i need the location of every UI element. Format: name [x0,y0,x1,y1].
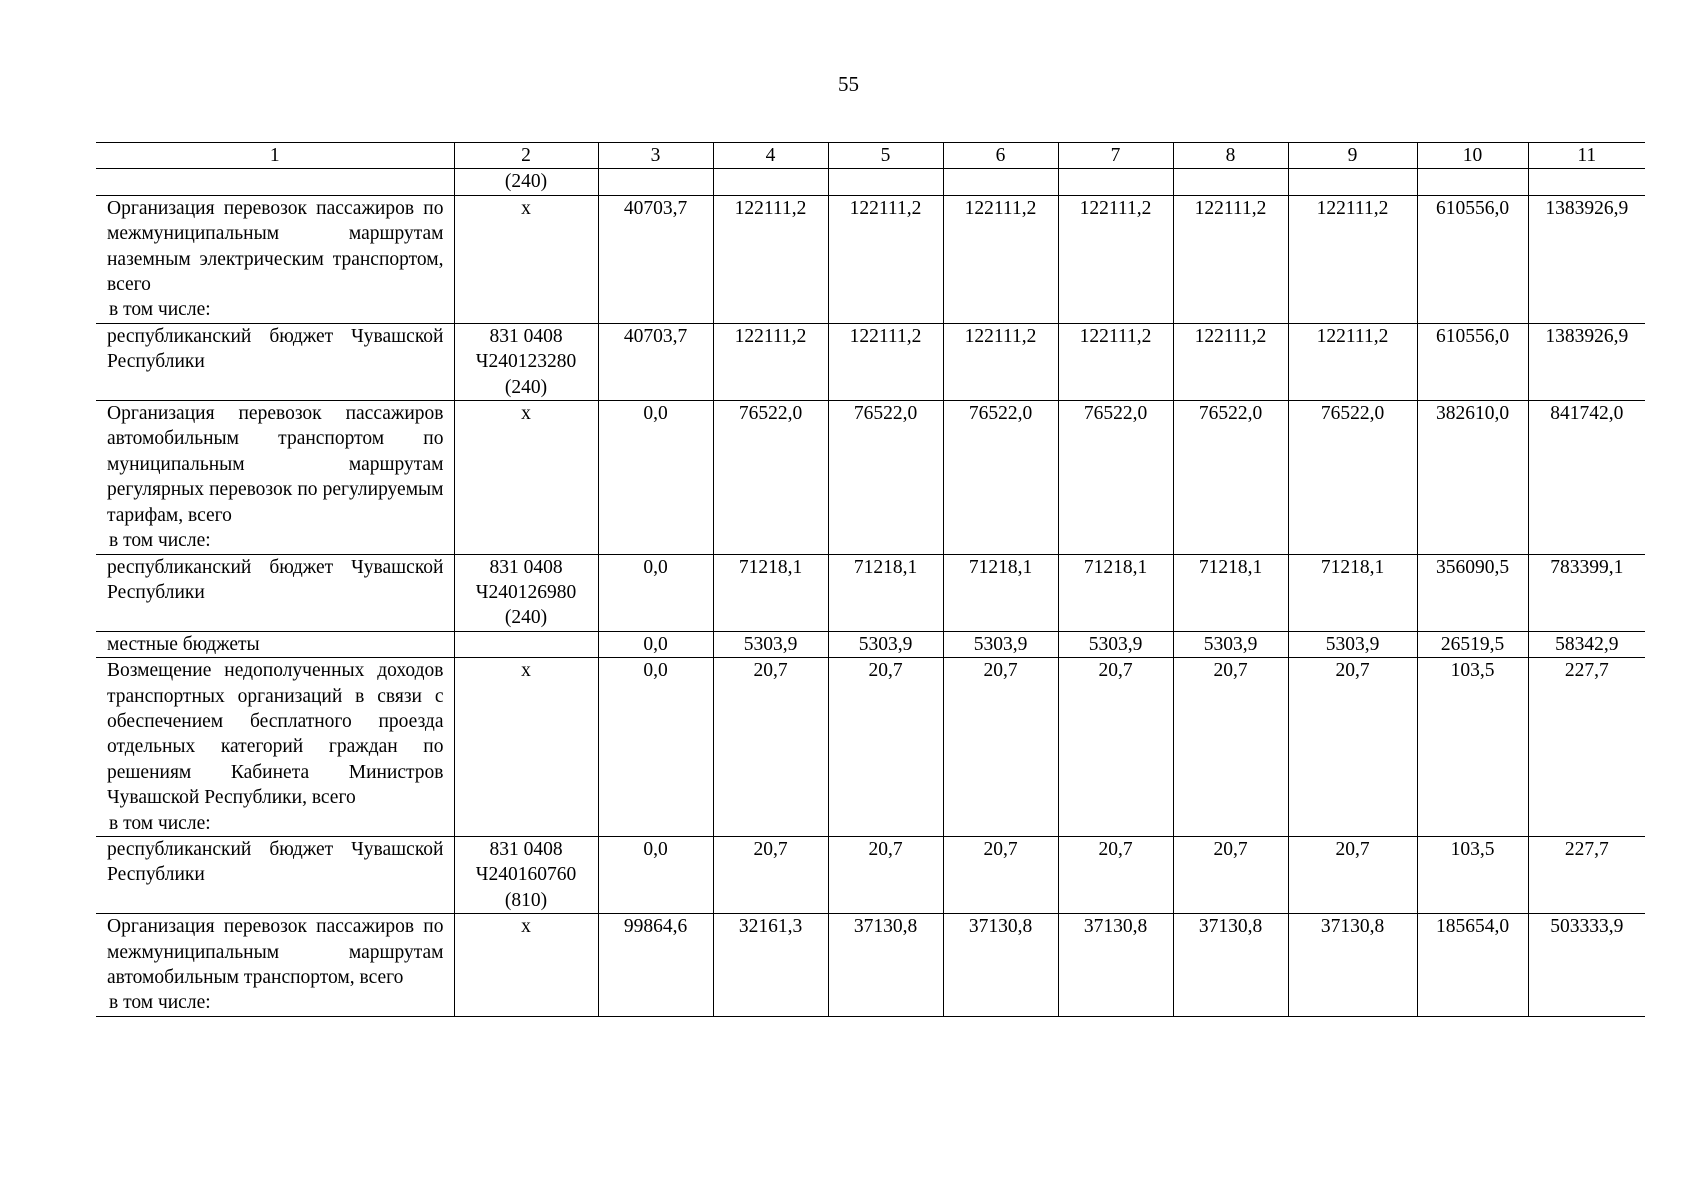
budget-table [96,142,1645,1017]
value-cell: 122111,2 [943,195,1058,323]
value-cell [1288,169,1417,195]
budget-code-cell: x [454,195,598,323]
column-number: 2 [454,143,598,169]
table-row [96,169,1645,195]
value-cell: 76522,0 [713,401,828,554]
value-cell: 20,7 [943,658,1058,837]
value-cell: 103,5 [1417,836,1528,913]
budget-code-cell: x [454,914,598,1017]
value-cell: 841742,0 [1528,401,1645,554]
value-cell: 0,0 [598,554,713,631]
row-name-sub: в том числе: [109,299,211,321]
value-cell: 103,5 [1417,658,1528,837]
row-name-sub: в том числе: [109,812,211,834]
table-row [96,836,1645,913]
value-cell: 32161,3 [713,914,828,1017]
value-cell: 20,7 [1288,658,1417,837]
value-cell: 20,7 [943,836,1058,913]
value-cell: 1383926,9 [1528,195,1645,323]
row-name: местные бюджеты [107,633,260,655]
value-cell: 20,7 [1288,836,1417,913]
value-cell: 356090,5 [1417,554,1528,631]
budget-code-cell: 831 0408 Ч240160760 (810) [454,836,598,913]
value-cell [1173,169,1288,195]
value-cell: 76522,0 [828,401,943,554]
value-cell: 122111,2 [1288,195,1417,323]
value-cell: 20,7 [1058,658,1173,837]
value-cell: 37130,8 [1288,914,1417,1017]
value-cell: 76522,0 [1288,401,1417,554]
column-number: 10 [1417,143,1528,169]
value-cell: 26519,5 [1417,631,1528,657]
value-cell: 20,7 [1058,836,1173,913]
column-number: 5 [828,143,943,169]
row-name-sub: в том числе: [109,992,211,1014]
value-cell: 0,0 [598,836,713,913]
value-cell: 122111,2 [1058,195,1173,323]
value-cell [713,169,828,195]
row-name: Организация перевозок пассажиров по межмуниципальным маршрутам наземным электрическим транспортом, всего [107,197,444,296]
value-cell: 227,7 [1528,836,1645,913]
value-cell: 227,7 [1528,658,1645,837]
column-number: 1 [96,143,454,169]
row-name: Возмещение недополученных доходов транспортных организаций в связи с обеспечением бесплатного проезда отдельных категорий граждан по решениям Кабинета Министров Чувашской Республики, всего [107,660,444,809]
value-cell: 122111,2 [713,195,828,323]
column-number: 8 [1173,143,1288,169]
value-cell: 40703,7 [598,323,713,400]
row-name: республиканский бюджет Чувашской Республики [107,556,444,603]
value-cell [598,169,713,195]
value-cell: 122111,2 [1173,323,1288,400]
table-header-row [96,143,1645,169]
value-cell: 71218,1 [713,554,828,631]
value-cell [828,169,943,195]
row-name-cell [96,631,454,657]
column-number: 6 [943,143,1058,169]
value-cell: 5303,9 [713,631,828,657]
budget-code-cell: 831 0408 Ч240123280 (240) [454,323,598,400]
row-name-cell [96,323,454,400]
value-cell: 71218,1 [943,554,1058,631]
value-cell: 5303,9 [828,631,943,657]
row-name-cell [96,195,454,323]
value-cell: 5303,9 [1288,631,1417,657]
row-name-cell [96,401,454,554]
value-cell: 37130,8 [943,914,1058,1017]
value-cell: 58342,9 [1528,631,1645,657]
budget-code-cell: x [454,658,598,837]
row-name: Организация перевозок пассажиров по межмуниципальным маршрутам автомобильным транспортом, всего [107,916,444,988]
value-cell: 0,0 [598,658,713,837]
budget-code-cell [454,631,598,657]
value-cell: 37130,8 [828,914,943,1017]
value-cell: 122111,2 [828,323,943,400]
value-cell [1058,169,1173,195]
value-cell: 122111,2 [943,323,1058,400]
value-cell: 5303,9 [1173,631,1288,657]
value-cell: 71218,1 [1288,554,1417,631]
column-number: 11 [1528,143,1645,169]
value-cell: 5303,9 [943,631,1058,657]
row-name-cell [96,914,454,1017]
value-cell [1528,169,1645,195]
value-cell: 20,7 [828,658,943,837]
value-cell: 71218,1 [828,554,943,631]
page-number: 55 [838,72,859,96]
row-name-cell [96,554,454,631]
table-row [96,323,1645,400]
value-cell: 40703,7 [598,195,713,323]
row-name-cell [96,836,454,913]
value-cell: 610556,0 [1417,195,1528,323]
table-row [96,658,1645,837]
value-cell [943,169,1058,195]
value-cell [1417,169,1528,195]
value-cell: 37130,8 [1058,914,1173,1017]
value-cell: 610556,0 [1417,323,1528,400]
value-cell: 71218,1 [1058,554,1173,631]
value-cell: 20,7 [713,836,828,913]
column-number: 7 [1058,143,1173,169]
value-cell: 20,7 [713,658,828,837]
table-row [96,401,1645,554]
value-cell: 122111,2 [713,323,828,400]
value-cell: 0,0 [598,401,713,554]
budget-code-cell: x [454,401,598,554]
value-cell: 122111,2 [828,195,943,323]
value-cell: 5303,9 [1058,631,1173,657]
value-cell: 185654,0 [1417,914,1528,1017]
value-cell: 783399,1 [1528,554,1645,631]
row-name-cell [96,169,454,195]
value-cell: 76522,0 [1058,401,1173,554]
column-number: 4 [713,143,828,169]
value-cell: 37130,8 [1173,914,1288,1017]
column-number: 9 [1288,143,1417,169]
value-cell: 71218,1 [1173,554,1288,631]
value-cell: 122111,2 [1173,195,1288,323]
column-number: 3 [598,143,713,169]
table-row [96,195,1645,323]
row-name-sub: в том числе: [109,530,211,552]
value-cell: 503333,9 [1528,914,1645,1017]
value-cell: 20,7 [1173,658,1288,837]
value-cell: 76522,0 [1173,401,1288,554]
value-cell: 20,7 [1173,836,1288,913]
table-row [96,554,1645,631]
value-cell: 122111,2 [1058,323,1173,400]
value-cell: 0,0 [598,631,713,657]
value-cell: 382610,0 [1417,401,1528,554]
budget-code-cell: (240) [454,169,598,195]
table-body [96,169,1645,1016]
table-row [96,631,1645,657]
row-name-cell [96,658,454,837]
table-row [96,914,1645,1017]
row-name: республиканский бюджет Чувашской Республики [107,325,444,373]
row-name: Организация перевозок пассажиров автомобильным транспортом по муниципальным маршрутам регулярных перевозок по регулируемым тарифам, всего [107,403,444,526]
value-cell: 99864,6 [598,914,713,1017]
row-name: республиканский бюджет Чувашской Республики [107,838,444,886]
value-cell: 20,7 [828,836,943,913]
value-cell: 76522,0 [943,401,1058,554]
budget-code-cell: 831 0408 Ч240126980 (240) [454,554,598,631]
value-cell: 1383926,9 [1528,323,1645,400]
value-cell: 122111,2 [1288,323,1417,400]
